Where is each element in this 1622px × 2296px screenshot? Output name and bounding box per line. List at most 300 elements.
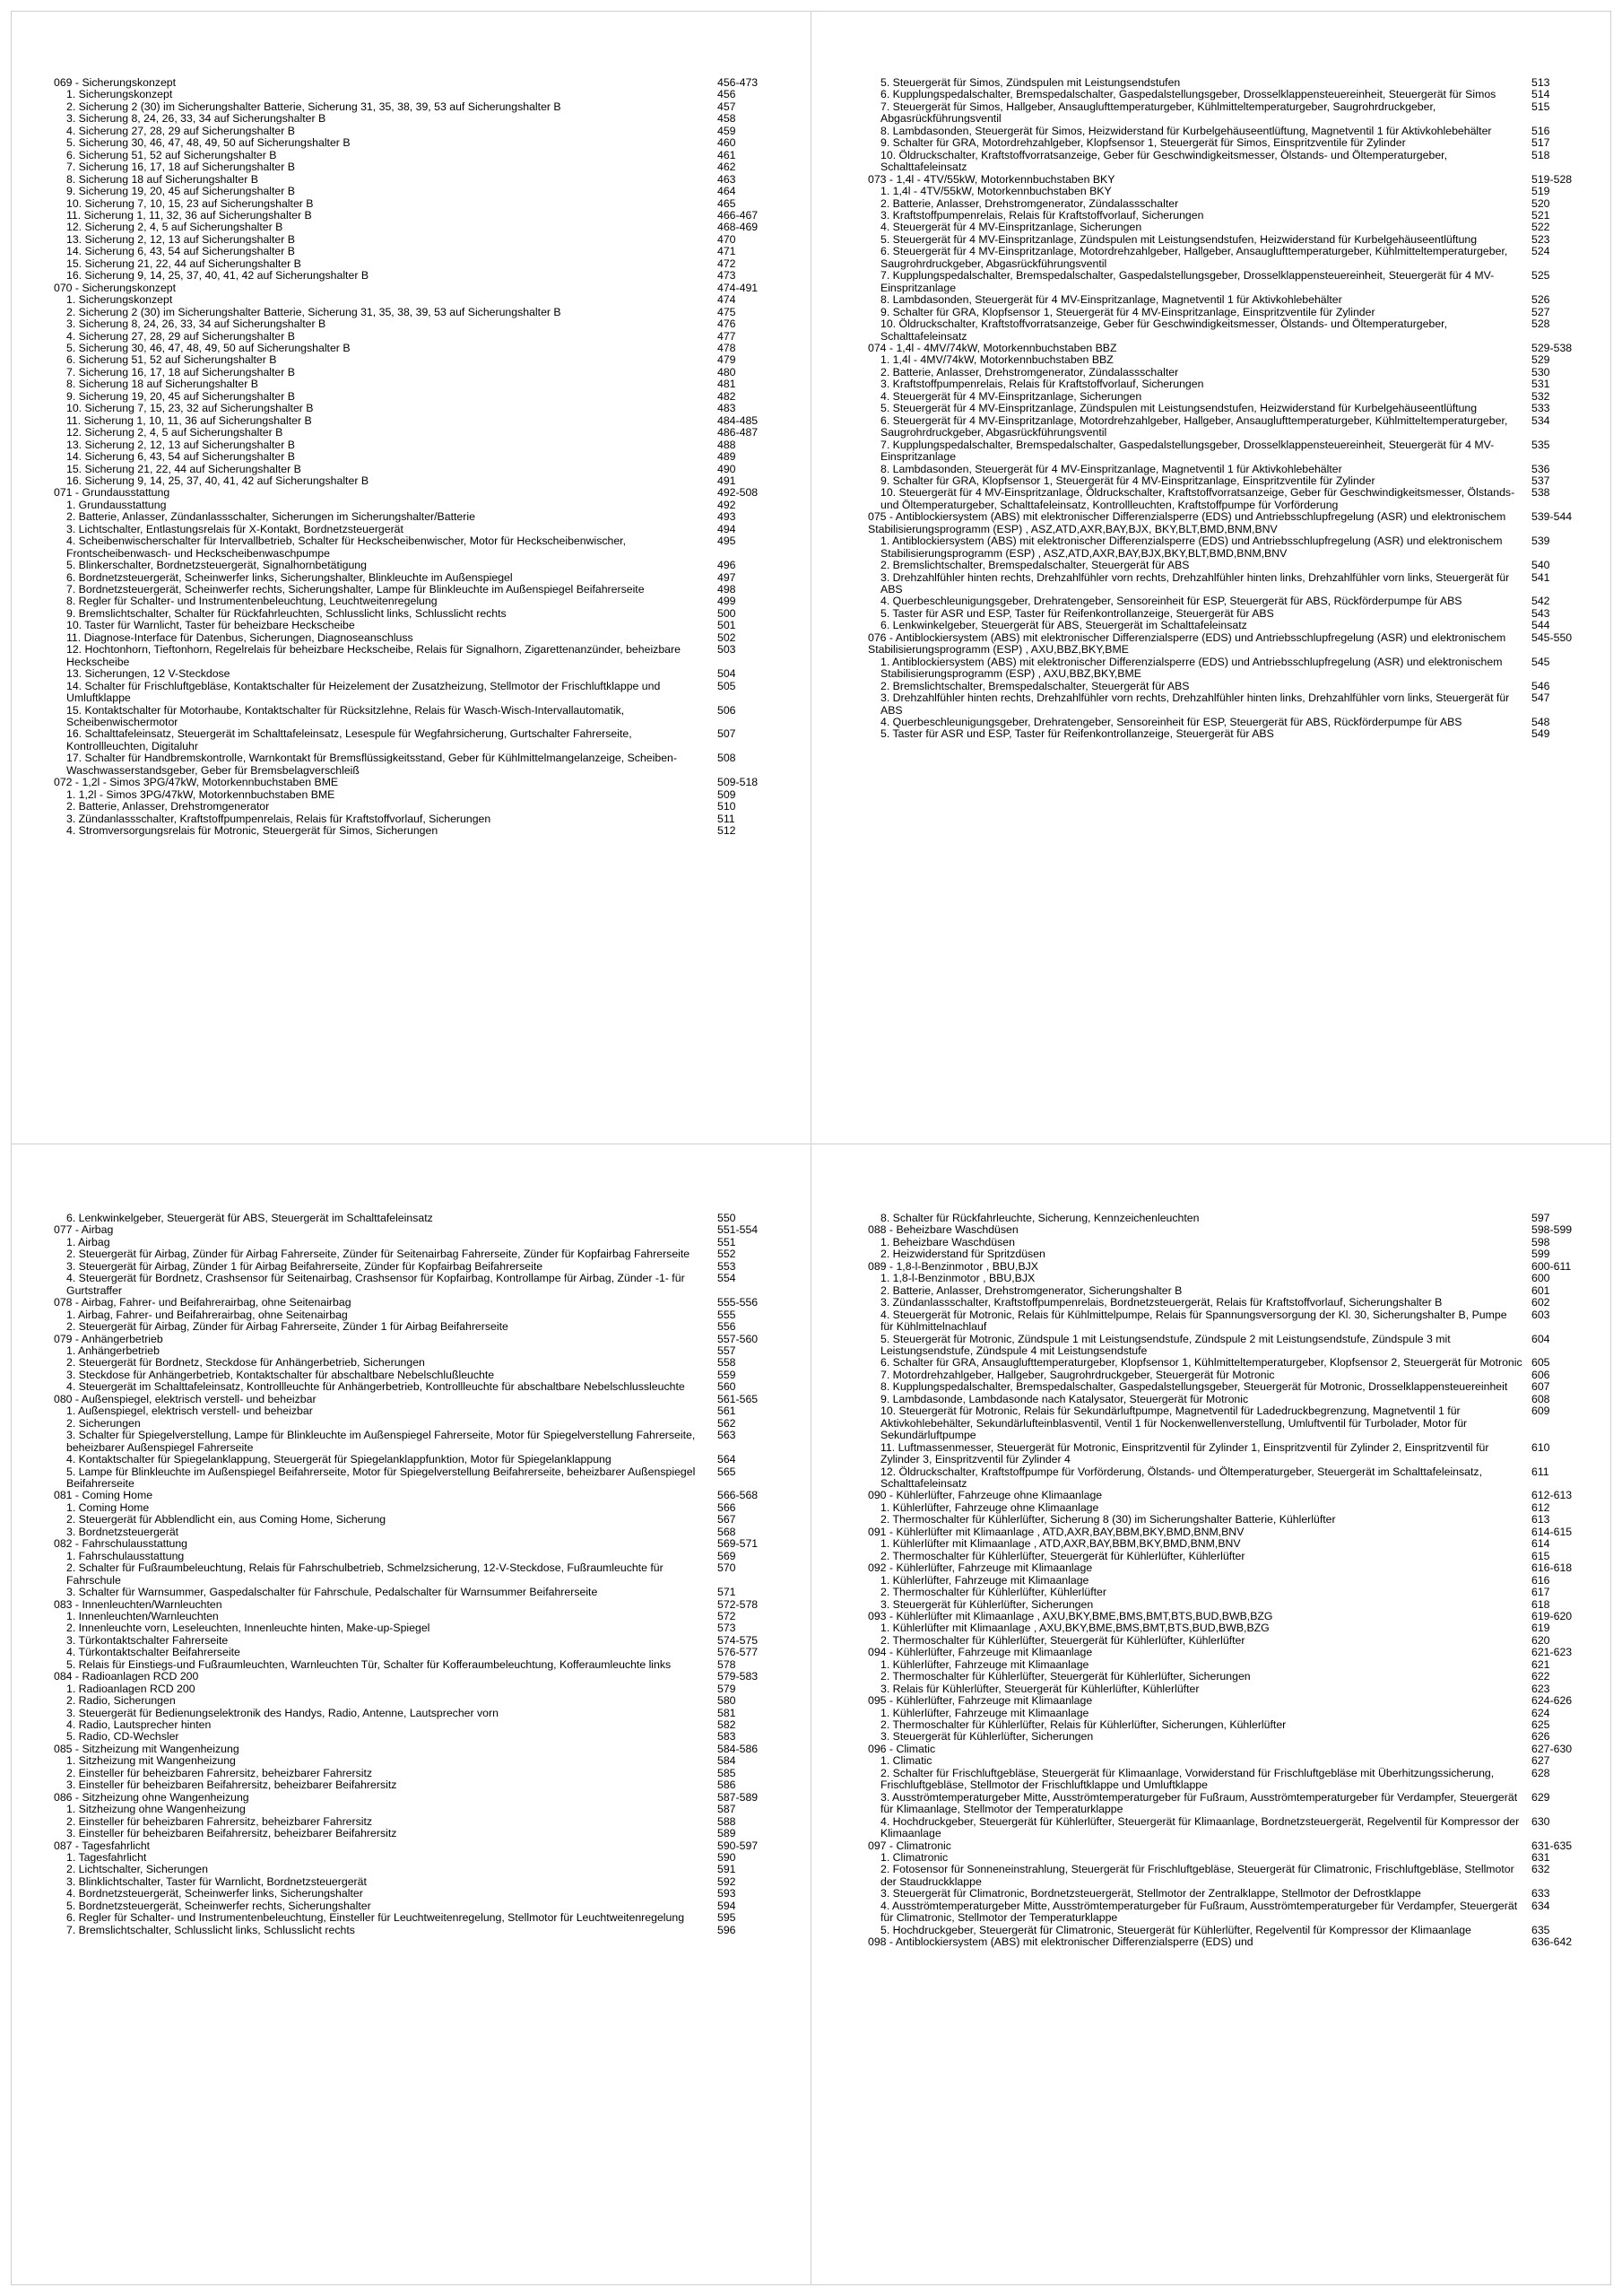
toc-subentry [54,1526,798,1538]
entry-title: 6. Lenkwinkelgeber, Steuergerät für ABS, Steuergerät im Schalttafeleinsatz [66,1213,433,1224]
entry-title: 10. Sicherung 7, 10, 15, 23 auf Sicherungshalter B [66,196,314,210]
toc-subentry [54,161,798,173]
toc-subentry [868,475,1612,487]
entry-page-number: 483 [717,402,736,415]
entry-title: 1. Innenleuchten/Warnleuchten [66,1609,219,1622]
entry-page-number: 531 [1531,378,1550,391]
toc-section [868,1840,1612,1852]
entry-title: 8. Lambdasonden, Steuergerät für 4 MV-Einspritzanlage, Magnetventil 1 für Aktivkohlebehälter [880,293,1342,307]
entry-page-number: 464 [717,185,736,198]
toc-section [868,1526,1612,1538]
entry-title: 3. Drehzahlfühler hinten rechts, Drehzahlfühler vorn rechts, Drehzahlfühler hinten links, Drehzahlfühler vorn links, Steuergerät für ABS [880,691,1510,717]
toc-section [54,1671,798,1683]
entry-title: 3. Schalter für Warnsummer, Gaspedalschalter für Fahrschule, Pedalschalter für Warnsummer Beifahrerseite [66,1586,598,1599]
toc-subentry [54,632,798,644]
entry-title: 1. Airbag [66,1235,110,1248]
toc-subentry [54,813,798,825]
entry-page-number: 587 [717,1803,736,1816]
toc-subentry [868,307,1612,318]
entry-title: 5. Lampe für Blinkleuchte im Außenspiegel Beifahrerseite, Motor für Spiegelverstellung Beifahrerseite, beheizbarer Außenspiegel Beifahrerseite [66,1465,696,1490]
entry-page-number: 492-508 [717,486,759,500]
entry-page-number: 600-611 [1531,1259,1572,1273]
toc-subentry [54,1864,798,1875]
entry-page-number: 603 [1531,1308,1550,1321]
entry-title: 12. Öldruckschalter, Kraftstoffpumpe für Vorförderung, Ölstands- und Öltemperaturgeber, Steuergerät im Schalttafeleinsatz, Schalttafeleinsatz [880,1465,1482,1490]
toc-subentry [54,1405,798,1417]
entry-title: 7. Kupplungspedalschalter, Bremspedalschalter, Gaspedalstellungsgeber, Drosselklappensteuereinheit, Steuergerät für 4 MV-Einspritzanlage [880,438,1495,464]
entry-title: 2. Steuergerät für Airbag, Zünder für Airbag Fahrerseite, Zünder 1 für Airbag Beifahrerseite [66,1320,508,1334]
toc-subentry [868,1683,1612,1695]
entry-title: 5. Hochdruckgeber, Steuergerät für Climatronic, Steuergerät für Kühlerlüfter, Regelventil für Kompressor der Klimaanlage [880,1923,1471,1936]
toc-subentry [54,378,798,390]
entry-page-number: 502 [717,631,736,644]
entry-title: 5. Steuergerät für Motronic, Zündspule 1 mit Leistungsendstufe, Zündspule 2 mit Leistungsendstufe, Zündspule 3 mit Leistungsendstufe, Zündspule 4 mit Leistungsendstufe [880,1332,1451,1357]
entry-title: 4. Bordnetzsteuergerät, Scheinwerfer links, Sicherungshalter [66,1887,363,1900]
toc-subentry [868,1248,1612,1260]
entry-page-number: 519 [1531,185,1550,198]
entry-title: 3. Kraftstoffpumpenrelais, Relais für Kraftstoffvorlauf, Sicherungen [880,208,1204,222]
toc-subentry [54,222,798,233]
toc-subentry [54,1816,798,1828]
entry-title: 2. Sicherungen [66,1416,141,1430]
toc-subentry [54,101,798,113]
entry-page-number: 572-578 [717,1597,759,1611]
toc-section [54,1599,798,1611]
entry-title: 2. Steuergerät für Abblendlicht ein, aus Coming Home, Sicherung [66,1513,386,1526]
toc-subentry [868,1381,1612,1393]
entry-title: 9. Schalter für GRA, Motordrehzahlgeber, Klopfsensor 1, Steuergerät für Simos, Einspritzventile für Zylinder [880,136,1406,150]
entry-title: 3. Bordnetzsteuergerät [66,1525,179,1538]
toc-subentry [868,657,1612,681]
toc-subentry [868,728,1612,740]
toc-subentry [54,354,798,366]
entry-page-number: 592 [717,1874,736,1888]
toc-subentry [54,1345,798,1357]
toc-subentry [868,318,1612,343]
page-top-left [54,77,798,1144]
entry-page-number: 462 [717,161,736,174]
entry-page-number: 503 [717,643,736,657]
toc-subentry [54,1719,798,1731]
entry-title: 2. Innenleuchte vorn, Leseleuchten, Innenleuchte hinten, Make-up-Spiegel [66,1622,430,1635]
entry-title: 094 - Kühlerlüfter, Fahrzeuge mit Klimaanlage [868,1646,1093,1659]
entry-title: 086 - Sitzheizung ohne Wangenheizung [54,1790,249,1804]
entry-title: 3. Kraftstoffpumpenrelais, Relais für Kraftstoffvorlauf, Sicherungen [880,378,1204,391]
toc-subentry [868,1852,1612,1864]
entry-title: 1. Climatic [880,1754,932,1768]
entry-title: 10. Steuergerät für Motronic, Relais für Sekundärluftpumpe, Magnetventil für Ladedruckbegrenzung, Magnetventil 1 für Aktivkohlebehälter, Sekundärlufteinblasventil, Ventil 1 für Nockenwellenverstellung, Umluftventil für Turbolader, Motor für Sekundärluftpumpe [880,1405,1468,1442]
entry-page-number: 633 [1531,1887,1550,1900]
toc-subentry [868,692,1612,717]
entry-page-number: 520 [1531,196,1550,210]
entry-title: 12. Sicherung 2, 4, 5 auf Sicherungshalter B [66,426,283,439]
entry-title: 098 - Antiblockiersystem (ABS) mit elektronischer Differenzialsperre (EDS) und [868,1935,1253,1949]
toc-subentry [868,572,1612,596]
toc-subentry [868,1587,1612,1598]
entry-page-number: 558 [717,1356,736,1370]
entry-page-number: 619-620 [1531,1609,1573,1622]
toc-subentry [54,1430,798,1454]
toc-subentry [868,1309,1612,1334]
entry-page-number: 566-568 [717,1489,759,1502]
entry-title: 10. Öldruckschalter, Kraftstoffvorratsanzeige, Geber für Geschwindigkeitsmesser, Ölstands- und Öltemperaturgeber, Schalttafeleinsatz [880,148,1447,174]
entry-title: 8. Lambdasonden, Steuergerät für Simos, Heizwiderstand für Kurbelgehäuseentlüftung, Magnetventil 1 für Aktivkohlebehälter [880,124,1492,137]
toc-subentry [54,210,798,222]
entry-page-number: 459 [717,124,736,137]
toc-subentry [54,1635,798,1647]
entry-page-number: 529 [1531,353,1550,367]
toc-subentry [868,1792,1612,1816]
entry-page-number: 625 [1531,1718,1550,1732]
entry-page-number: 584-586 [717,1742,759,1755]
entry-title: 5. Taster für ASR und ESP, Taster für Reifenkontrollanzeige, Steuergerät für ABS [880,727,1274,741]
entry-page-number: 525 [1531,269,1550,283]
entry-title: 074 - 1,4l - 4MV/74kW, Motorkennbuchstaben BBZ [868,341,1117,354]
toc-section [868,511,1612,535]
entry-page-number: 554 [717,1272,736,1285]
entry-page-number: 607 [1531,1380,1550,1394]
entry-title: 7. Sicherung 16, 17, 18 auf Sicherungshalter B [66,365,295,378]
toc-section [868,1936,1612,1948]
toc-subentry [868,1442,1612,1466]
entry-page-number: 524 [1531,245,1550,258]
toc-subentry [54,1213,798,1224]
toc-subentry [54,1321,798,1333]
entry-page-number: 630 [1531,1814,1550,1828]
entry-title: 4. Querbeschleunigungsgeber, Drehratengeber, Sensoreinheit für ESP, Steuergerät für ABS, Rückförderpumpe für ABS [880,716,1462,729]
entry-title: 10. Sicherung 7, 15, 23, 32 auf Sicherungshalter B [66,402,314,415]
entry-page-number: 514 [1531,88,1550,101]
toc-subentry [868,439,1612,464]
entry-title: 081 - Coming Home [54,1489,153,1502]
entry-page-number: 555 [717,1308,736,1321]
entry-page-number: 590 [717,1851,736,1865]
entry-title: 5. Bordnetzsteuergerät, Scheinwerfer rechts, Sicherungshalter [66,1899,371,1912]
toc-subentry [868,391,1612,403]
entry-title: 2. Einsteller für beheizbaren Fahrersitz, beheizbarer Fahrersitz [66,1766,373,1779]
toc-subentry [54,1502,798,1514]
entry-page-number: 509 [717,787,736,801]
entry-page-number: 522 [1531,221,1550,234]
toc-subentry [54,150,798,161]
toc-subentry [868,1297,1612,1309]
toc-subentry [54,511,798,523]
entry-page-number: 481 [717,378,736,391]
entry-title: 1. Beheizbare Waschdüsen [880,1235,1015,1248]
entry-title: 8. Sicherung 18 auf Sicherungshalter B [66,378,258,391]
entry-page-number: 477 [717,329,736,343]
entry-page-number: 538 [1531,486,1550,500]
entry-page-number: 456 [717,88,736,101]
toc-subentry [54,1828,798,1839]
entry-title: 3. Sicherung 8, 24, 26, 33, 34 auf Sicherungshalter B [66,317,326,331]
entry-page-number: 498 [717,583,736,596]
toc-subentry [54,1876,798,1888]
entry-page-number: 499 [717,595,736,608]
entry-title: 16. Schalttafeleinsatz, Steuergerät im Schalttafeleinsatz, Lesespule für Wegfahrsicherung, Gurtschalter Fahrerseite, Kontrollleuchten, Digitaluhr [66,727,632,752]
entry-title: 1. Radioanlagen RCD 200 [66,1682,195,1695]
entry-page-number: 466-467 [717,208,759,222]
toc-subentry [868,1622,1612,1634]
entry-page-number: 535 [1531,438,1550,451]
toc-subentry [54,560,798,571]
toc-subentry [54,126,798,137]
toc-subentry [54,475,798,487]
toc-subentry [868,1635,1612,1647]
toc-subentry [54,1514,798,1526]
entry-title: 3. Steuergerät für Bedienungselektronik des Handys, Radio, Antenne, Lautsprecher vorn [66,1706,499,1719]
entry-title: 3. Drehzahlfühler hinten rechts, Drehzahlfühler vorn rechts, Drehzahlfühler hinten links, Drehzahlfühler vorn links, Steuergerät für ABS [880,570,1510,596]
entry-page-number: 474 [717,293,736,307]
entry-page-number: 565 [717,1465,736,1478]
entry-title: 15. Kontaktschalter für Motorhaube, Kontaktschalter für Rücksitzlehne, Relais für Wasch-Wisch-Intervallautomatik, Scheibenwischermotor [66,703,625,729]
toc-subentry [54,391,798,403]
toc-subentry [868,1671,1612,1683]
entry-title: 3. Lichtschalter, Entlastungsrelais für X-Kontakt, Bordnetzsteuergerät [66,522,403,535]
entry-title: 1. Kühlerlüfter mit Klimaanlage , ATD,AXR,BAY,BBM,BKY,BMD,BNM,BNV [880,1537,1241,1551]
entry-title: 1. Sicherungskonzept [66,293,173,307]
toc-subentry [54,728,798,752]
entry-page-number: 519-528 [1531,172,1573,186]
entry-page-number: 486-487 [717,426,759,439]
toc-subentry [868,198,1612,210]
toc-section [868,1224,1612,1236]
entry-page-number: 571 [717,1586,736,1599]
entry-title: 3. Steuergerät für Kühlerlüfter, Sicherungen [880,1597,1094,1611]
entry-page-number: 574-575 [717,1633,759,1647]
entry-title: 096 - Climatic [868,1742,936,1755]
entry-page-number: 553 [717,1259,736,1273]
entry-title: 5. Sicherung 30, 46, 47, 48, 49, 50 auf Sicherungshalter B [66,136,351,150]
toc-subentry [868,415,1612,439]
entry-page-number: 471 [717,245,736,258]
toc-section [54,283,798,294]
entry-title: 1. Sicherungskonzept [66,88,173,101]
toc-subentry [54,705,798,729]
toc-subentry [54,1273,798,1297]
entry-page-number: 586 [717,1779,736,1792]
entry-title: 076 - Antiblockiersystem (ABS) mit elektronischer Differenzialsperre (EDS) und Antriebsschlupfregelung (ASR) und elektronischem Stabilisierungsprogramm (ESP) , AXU,BBZ,BKY,BME [868,631,1506,657]
entry-page-number: 507 [717,727,736,741]
entry-title: 4. Kontaktschalter für Spiegelanklappung, Steuergerät für Spiegelanklappfunktion, Motor für Spiegelanklappung [66,1453,612,1466]
entry-page-number: 588 [717,1814,736,1828]
entry-title: 1. Kühlerlüfter mit Klimaanlage , AXU,BKY,BME,BMS,BMT,BTS,BUD,BWB,BZG [880,1622,1270,1635]
entry-title: 8. Schalter für Rückfahrleuchte, Sicherung, Kennzeichenleuchten [880,1213,1200,1224]
entry-page-number: 534 [1531,413,1550,427]
entry-page-number: 530 [1531,365,1550,378]
entry-title: 4. Sicherung 27, 28, 29 auf Sicherungshalter B [66,124,295,137]
entry-page-number: 493 [717,510,736,524]
toc-subentry [54,294,798,306]
entry-page-number: 589 [717,1827,736,1840]
toc-subentry [54,681,798,705]
entry-title: 2. Batterie, Anlasser, Zündanlassschalter, Sicherungen im Sicherungshalter/Batterie [66,510,475,524]
entry-page-number: 590-597 [717,1839,759,1852]
entry-title: 3. Steuergerät für Climatronic, Bordnetzsteuergerät, Stellmotor der Zentralklappe, Stellmotor der Defrostklappe [880,1887,1421,1900]
entry-title: 2. Schalter für Fußraumbeleuchtung, Relais für Fahrschulbetrieb, Schmelzsicherung, 12-V-Steckdose, Fußraumleuchte für Fahrschule [66,1561,664,1587]
entry-page-number: 616 [1531,1573,1550,1587]
entry-title: 11. Diagnose-Interface für Datenbus, Sicherungen, Diagnoseanschluss [66,631,413,644]
entry-page-number: 594 [717,1899,736,1912]
entry-page-number: 591 [717,1863,736,1876]
entry-page-number: 593 [717,1887,736,1900]
toc-section [54,77,798,89]
toc-subentry [868,1719,1612,1731]
toc-subentry [868,1370,1612,1381]
toc-subentry [54,1695,798,1707]
entry-page-number: 615 [1531,1549,1550,1562]
entry-title: 15. Sicherung 21, 22, 44 auf Sicherungshalter B [66,257,301,270]
toc-subentry [54,1912,798,1924]
toc-subentry [54,1779,798,1791]
entry-page-number: 631 [1531,1851,1550,1865]
entry-page-number: 631-635 [1531,1839,1573,1852]
entry-page-number: 479 [717,353,736,367]
entry-title: 5. Radio, CD-Wechsler [66,1730,179,1744]
toc-section [54,1792,798,1804]
toc-subentry [54,1683,798,1695]
toc-subentry [54,1551,798,1562]
entry-title: 072 - 1,2l - Simos 3PG/47kW, Motorkennbuchstaben BME [54,776,339,789]
toc-subentry [54,668,798,680]
entry-page-number: 484-485 [717,413,759,427]
toc-subentry [868,1514,1612,1526]
entry-page-number: 545 [1531,655,1550,668]
entry-page-number: 568 [717,1525,736,1538]
toc-subentry [54,367,798,378]
entry-page-number: 541 [1531,570,1550,584]
entry-title: 1. Sitzheizung mit Wangenheizung [66,1754,236,1768]
toc-subentry [54,1755,798,1767]
entry-page-number: 474-491 [717,281,759,294]
entry-page-number: 513 [1531,77,1550,89]
toc-subentry [868,1213,1612,1224]
entry-title: 7. Motordrehzahlgeber, Hallgeber, Saugrohrdruckgeber, Steuergerät für Motronic [880,1368,1275,1381]
toc-subentry [54,137,798,149]
entry-title: 2. Batterie, Anlasser, Drehstromgenerator, Sicherungshalter B [880,1283,1183,1297]
entry-page-number: 496 [717,559,736,572]
entry-page-number: 542 [1531,595,1550,608]
entry-page-number: 634 [1531,1899,1550,1912]
toc-subentry [868,126,1612,137]
entry-page-number: 569 [717,1549,736,1562]
entry-title: 1. Fahrschulausstattung [66,1549,185,1562]
toc-subentry [54,572,798,584]
entry-title: 3. Steuergerät für Kühlerlüfter, Sicherungen [880,1730,1094,1744]
toc-subentry [868,717,1612,728]
entry-page-number: 628 [1531,1766,1550,1779]
entry-title: 4. Steuergerät im Schalttafeleinsatz, Kontrollleuchte für Anhängerbetrieb, Kontrollleuchte für abschaltbare Nebelschlussleuchte [66,1380,685,1394]
entry-title: 083 - Innenleuchten/Warnleuchten [54,1597,222,1611]
entry-title: 1. Airbag, Fahrer- und Beifahrerairbag, ohne Seitenairbag [66,1308,348,1321]
entry-page-number: 559 [717,1368,736,1381]
toc-subentry [54,1418,798,1430]
entry-title: 1. Kühlerlüfter, Fahrzeuge ohne Klimaanlage [880,1500,1099,1514]
toc-subentry [54,644,798,668]
entry-title: 5. Steuergerät für 4 MV-Einspritzanlage, Zündspulen mit Leistungsendstufen, Heizwiderstand für Kurbelgehäuseentlüftung [880,402,1478,415]
toc-subentry [54,1925,798,1936]
toc-section [868,174,1612,186]
toc-subentry [868,1731,1612,1743]
entry-page-number: 457 [717,100,736,113]
entry-page-number: 624 [1531,1706,1550,1719]
entry-page-number: 599 [1531,1248,1550,1261]
entry-page-number: 547 [1531,691,1550,705]
entry-page-number: 598-599 [1531,1223,1573,1237]
entry-title: 9. Sicherung 19, 20, 45 auf Sicherungshalter B [66,185,295,198]
toc-subentry [54,464,798,475]
toc-subentry [868,464,1612,475]
entry-page-number: 529-538 [1531,341,1573,354]
entry-page-number: 621 [1531,1657,1550,1671]
entry-page-number: 512 [717,824,736,838]
toc-subentry [54,246,798,257]
entry-page-number: 526 [1531,293,1550,307]
toc-subentry [54,427,798,439]
entry-title: 3. Zündanlassschalter, Kraftstoffpumpenrelais, Bordnetzsteuergerät, Relais für Kraftstoffvorlauf, Sicherungshalter B [880,1296,1443,1309]
entry-title: 9. Schalter für GRA, Klopfsensor 1, Steuergerät für 4 MV-Einspritzanlage, Einspritzventile für Zylinder [880,474,1375,487]
entry-page-number: 495 [717,535,736,548]
entry-title: 2. Thermoschalter für Kühlerlüfter, Steuergerät für Kühlerlüfter, Sicherungen [880,1670,1251,1683]
entry-title: 5. Taster für ASR und ESP, Taster für Reifenkontrollanzeige, Steuergerät für ABS [880,606,1274,620]
toc-subentry [868,1538,1612,1550]
toc-subentry [54,1852,798,1864]
entry-title: 6. Regler für Schalter- und Instrumentenbeleuchtung, Einsteller für Leuchtweitenregelung, Stellmotor für Leuchtweitenregelung [66,1911,685,1925]
toc-subentry [54,113,798,125]
toc-subentry [868,1357,1612,1369]
entry-page-number: 611 [1531,1465,1549,1478]
entry-page-number: 604 [1531,1332,1550,1345]
toc-subentry [54,1454,798,1465]
entry-title: 092 - Kühlerlüfter, Fahrzeuge mit Klimaanlage [868,1561,1093,1575]
entry-title: 4. Ausströmtemperaturgeber Mitte, Ausströmtemperaturgeber für Fußraum, Ausströmtemperaturgeber für Verdampfer, Steuergerät für Climatronic, Stellmotor der Temperaturklappe [880,1899,1518,1925]
entry-page-number: 510 [717,800,736,813]
entry-title: 2. Batterie, Anlasser, Drehstromgenerator, Zündalassschalter [880,365,1179,378]
toc-subentry [54,1768,798,1779]
entry-title: 3. Blinklichtschalter, Taster für Warnlicht, Bordnetzsteuergerät [66,1874,367,1888]
entry-title: 3. Ausströmtemperaturgeber Mitte, Ausströmtemperaturgeber für Fußraum, Ausströmtemperaturgeber für Verdampfer, Steuergerät für Klimaanlage, Stellmotor der Temperaturklappe [880,1790,1518,1816]
entry-page-number: 523 [1531,232,1550,246]
toc-subentry [868,1237,1612,1248]
entry-page-number: 609 [1531,1405,1550,1418]
toc-section [54,1224,798,1236]
page-top-right [868,77,1612,1144]
toc-section [868,1562,1612,1574]
entry-page-number: 505 [717,679,736,692]
entry-title: 1. Grundausstattung [66,498,167,511]
entry-title: 069 - Sicherungskonzept [54,77,177,89]
entry-page-number: 561 [717,1405,736,1418]
entry-page-number: 516 [1531,124,1550,137]
entry-title: 1. 1,4l - 4MV/74kW, Motorkennbuchstaben BBZ [880,353,1114,367]
entry-page-number: 627-630 [1531,1742,1573,1755]
entry-title: 6. Sicherung 51, 52 auf Sicherungshalter B [66,148,277,161]
entry-page-number: 629 [1531,1790,1550,1804]
toc-subentry [868,560,1612,571]
entry-page-number: 561-565 [717,1392,759,1405]
toc-subentry [54,596,798,607]
entry-page-number: 620 [1531,1633,1550,1647]
entry-title: 4. Türkontaktschalter Beifahrerseite [66,1646,240,1659]
entry-title: 5. Steuergerät für Simos, Zündspulen mit Leistungsendstufen [880,77,1181,89]
toc-subentry [54,608,798,620]
toc-subentry [54,825,798,837]
toc-subentry [868,487,1612,511]
entry-page-number: 567 [717,1513,736,1526]
entry-title: 2. Bremslichtschalter, Bremspedalschalter, Steuergerät für ABS [880,559,1190,572]
entry-page-number: 578 [717,1657,736,1671]
entry-title: 2. Steuergerät für Bordnetz, Steckdose für Anhängerbetrieb, Sicherungen [66,1356,425,1370]
